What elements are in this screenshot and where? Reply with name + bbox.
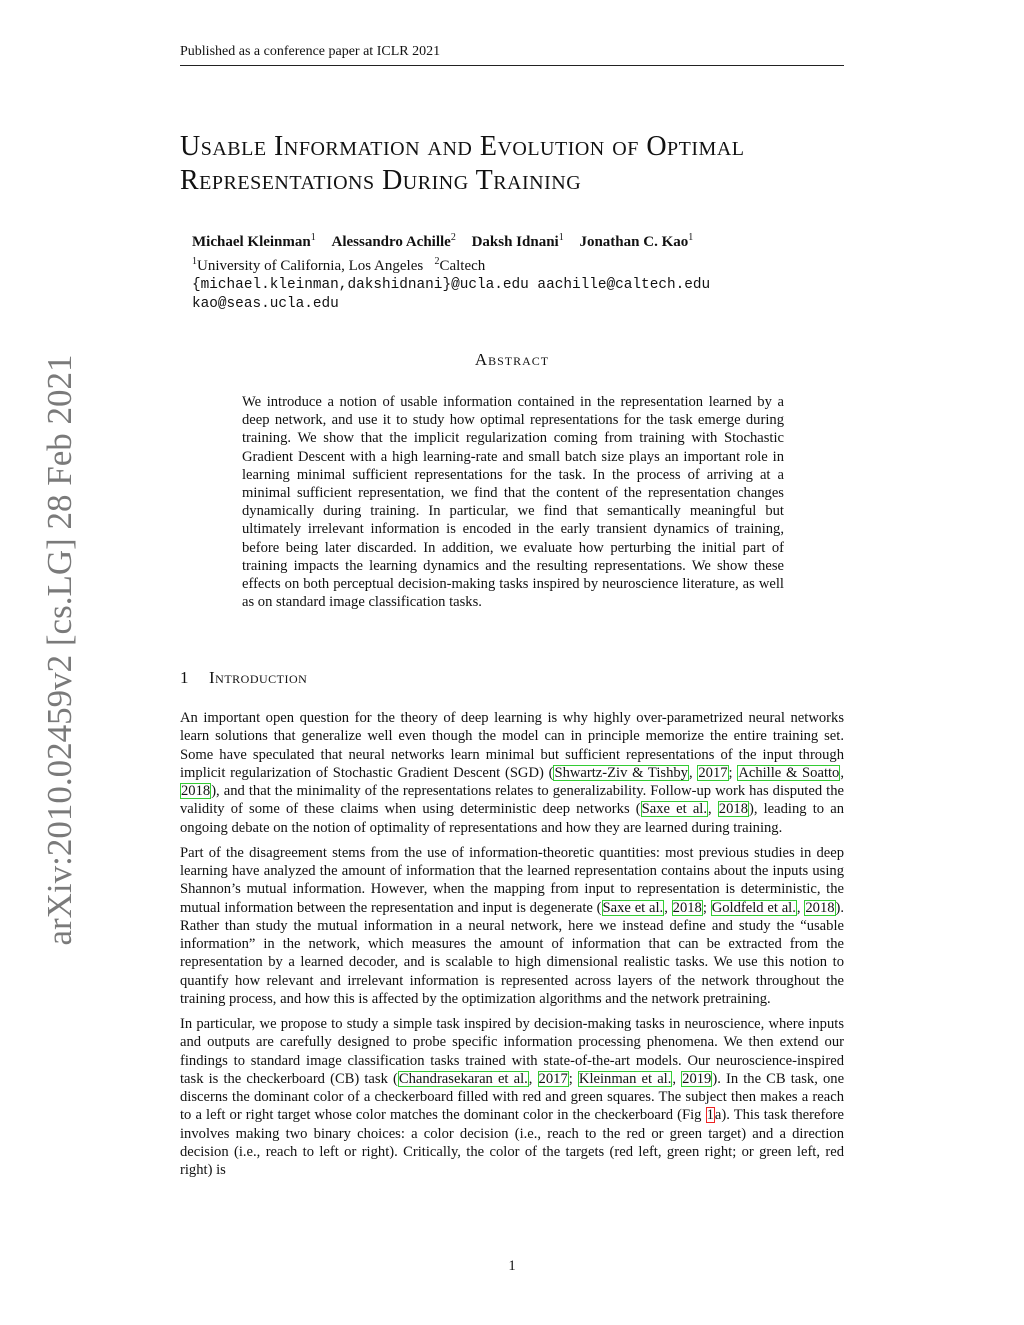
citation-year-link[interactable]: 2018 [805,899,835,916]
affiliations: $^1$University of California, Los Angeles $^2$Caltech [192,256,486,274]
paper-title [180,130,860,198]
author-4: Jonathan C. Kao$^1$ [579,232,694,250]
citation-link[interactable]: Chandrasekaran et al. [398,1070,528,1087]
figure-reference-link[interactable]: 1 [706,1107,714,1124]
paragraph-2: Part of the disagreement stems from the use of information-theoretic quantities: most previous studies in deep learning have analyzed the amount of information that the learned representation contains about the inputs using Shannon’s mutual information. However, when the mapping from input to representation is deterministic, the mutual information between the representation and input is degenerate (Saxe et al., 2018; Goldfeld et al., 2018). Rather than study the mutual information in a neural network, here we instead define and study the “usable information” in the network, which measures the amount of information that can be extracted from the representation by a learned decoder, and is scalable to high dimensional realistic tasks. We use this notion to quantify how relevant and irrelevant information is represented across layers of the network throughout the training process, and how this is affected by the optimization algorithms and the network pretraining. [180,844,845,1007]
section-number: 1 [180,668,189,687]
author-names [192,228,832,252]
title-line-2: Representations During Training [180,165,582,196]
abstract-text: We introduce a notion of usable information contained in the representation learned by a deep network, and use it to study how optimal representations for the task emerge during training. We show that the implicit regularization coming from training with Stochastic Gradient Descent with a high learning-rate and small batch size plays an important role in learning minimal sufficient representations for the task. In the process of arriving at a minimal sufficient representation, we find that the content of the representation changes dynamically during training. In particular, we find that semantically meaningful but ultimately irrelevant information is encoded in the early transient dynamics of training, before being later discarded. In addition, we evaluate how perturbing the initial part of training impacts the learning dynamics and the resulting representations. We show these effects on both perceptual decision-making tasks inspired by neuroscience literature, as well as on standard image classification tasks. [242,394,784,611]
citation-link[interactable]: Goldfeld et al. [711,899,796,916]
citation-link[interactable]: Saxe et al. [641,801,707,818]
author-3: Daksh Idnani$^1$ [471,232,564,250]
section-heading [180,668,307,688]
citation-year-link[interactable]: 2017 [538,1070,568,1087]
paragraph-3: In particular, we propose to study a simple task inspired by decision-making tasks in neuroscience, where inputs and outputs are carefully designed to probe specific information processing phenomena. We then extend our findings to standard image classification tasks trained with state-of-the-art models. Our neuroscience-inspired task is the checkerboard (CB) task (Chandrasekaran et al., 2017; Kleinman et al., 2019). In the CB task, one discerns the dominant color of a checkerboard filled with red and green squares. The subject then makes a reach to a left or right target whose color matches the dominant color in the checkerboard (Fig 1a). This task therefore involves making two binary choices: a color decision (i.e., reach to the red or green target) and a direction decision (i.e., reach to left or right). Critically, the color of the targets (red left, green right; or green left, red right) is [180,1016,845,1178]
citation-year-link[interactable]: 2018 [181,783,211,799]
author-block [192,228,832,314]
section-title: Introduction [209,668,308,687]
intro-body [180,709,844,1186]
paragraph-1: An important open question for the theory of deep learning is why highly over-parametrized neural networks learn solutions that generalize well even though the model can in principle memorize the entire training set. Some have speculated that neural networks learn minimal but sufficient representations of the input through implicit regularization of Stochastic Gradient Descent (SGD) (Shwartz-Ziv & Tishby, 2017; Achille & Soatto, 2018), and that the minimality of the representations relates to generalizability. Follow-up work has disputed the validity of some of these claims when using deterministic deep networks (Saxe et al., 2018), leading to an ongoing debate on the notion of optimality of representations and how they are learned during training. [180,710,845,836]
author-2: Alessandro Achille$^2$ [331,232,456,250]
citation-link[interactable]: Achille & Soatto [738,764,840,781]
arxiv-stamp: arXiv:2010.02459v2 [cs.LG] 28 Feb 2021 [40,354,79,946]
abstract-heading: Abstract [474,350,550,369]
citation-link[interactable]: Shwartz-Ziv & Tishby [554,764,688,781]
title-line-1: Usable Information and Evolution of Optimal [180,131,745,162]
page-number: 1 [508,1258,516,1274]
citation-year-link[interactable]: 2018 [718,801,748,818]
citation-link[interactable]: Kleinman et al. [578,1070,672,1087]
citation-year-link[interactable]: 2019 [682,1070,712,1087]
email-line-2[interactable]: kao@seas.ucla.edu [192,296,339,312]
author-1: Michael Kleinman$^1$ [192,232,316,250]
citation-year-link[interactable]: 2018 [672,899,702,916]
citation-year-link[interactable]: 2017 [698,764,728,781]
email-line-1[interactable]: {michael.kleinman,dakshidnani}@ucla.edu aachille@caltech.edu [192,277,711,293]
citation-link[interactable]: Saxe et al. [602,899,664,916]
running-header: Published as a conference paper at ICLR 2021 [180,44,844,66]
